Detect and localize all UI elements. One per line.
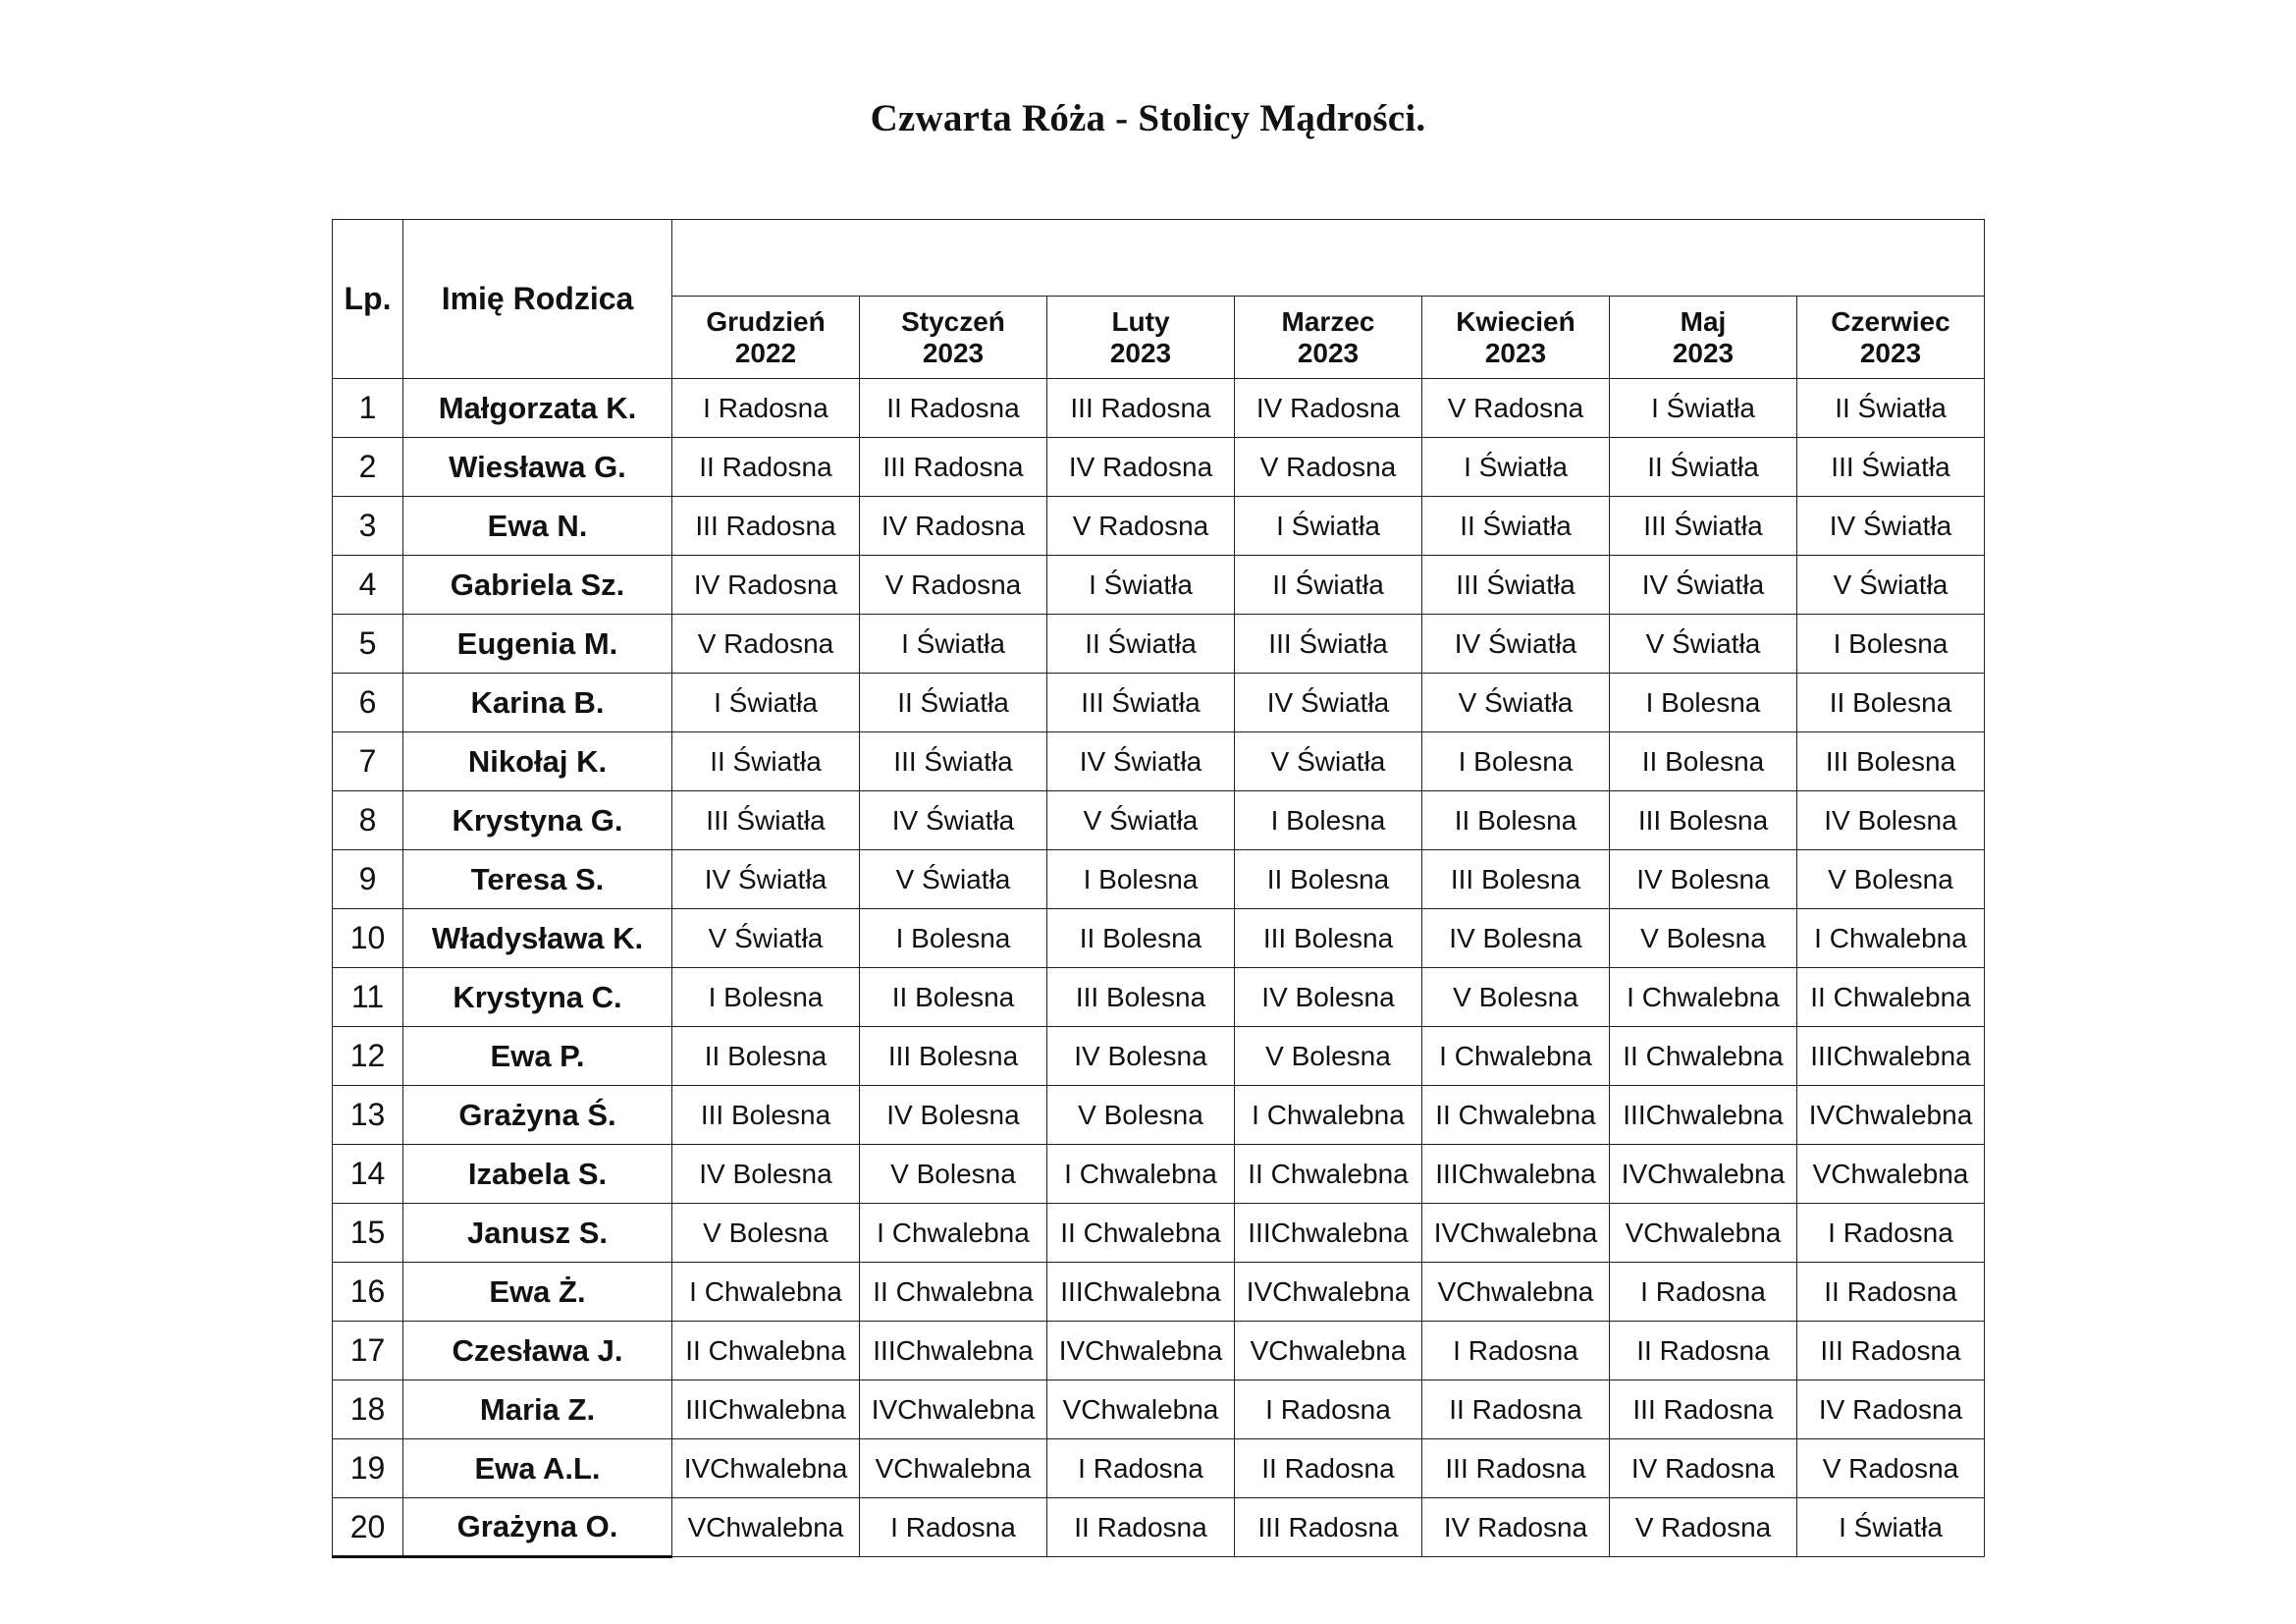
mystery-cell: IVChwalebna <box>672 1439 860 1498</box>
mystery-cell: IV Światła <box>860 791 1047 850</box>
parent-name: Grażyna O. <box>403 1498 672 1557</box>
parent-name: Ewa P. <box>403 1027 672 1086</box>
month-header <box>1610 297 1797 379</box>
page-title: Czwarta Róża - Stolicy Mądrości. <box>870 97 1426 139</box>
mystery-cell: III Światła <box>672 791 860 850</box>
month-year: 2023 <box>1297 337 1360 368</box>
mystery-cell: V Bolesna <box>1422 968 1610 1027</box>
mystery-cell: V Światła <box>1235 732 1422 791</box>
mystery-cell: IIIChwalebna <box>1797 1027 1985 1086</box>
parent-name: Krystyna G. <box>403 791 672 850</box>
mystery-cell: IVChwalebna <box>1235 1263 1422 1322</box>
table-row <box>333 497 1985 556</box>
mystery-cell: IVChwalebna <box>1797 1086 1985 1145</box>
mystery-cell: I Radosna <box>672 379 860 438</box>
mystery-cell: III Światła <box>1797 438 1985 497</box>
mystery-cell: I Radosna <box>1422 1322 1610 1380</box>
month-header <box>672 297 860 379</box>
mystery-cell: II Światła <box>672 732 860 791</box>
mystery-cell: II Bolesna <box>860 968 1047 1027</box>
mystery-cell: IV Bolesna <box>1422 909 1610 968</box>
mystery-cell: I Radosna <box>1047 1439 1235 1498</box>
table-body <box>333 379 1985 1557</box>
mystery-cell: IV Bolesna <box>860 1086 1047 1145</box>
table-header <box>333 220 1985 379</box>
mystery-cell: I Radosna <box>1610 1263 1797 1322</box>
mystery-cell: I Bolesna <box>1610 674 1797 732</box>
mystery-cell: IV Światła <box>1797 497 1985 556</box>
mystery-cell: V Bolesna <box>860 1145 1047 1204</box>
mystery-cell: IV Światła <box>1047 732 1235 791</box>
table-row <box>333 1322 1985 1380</box>
mystery-cell: IV Bolesna <box>1610 850 1797 909</box>
row-number: 11 <box>333 968 403 1027</box>
mystery-cell: II Światła <box>1610 438 1797 497</box>
parent-name: Izabela S. <box>403 1145 672 1204</box>
mystery-cell: I Światła <box>1610 379 1797 438</box>
month-year: 2023 <box>1672 337 1735 368</box>
mystery-cell: V Światła <box>860 850 1047 909</box>
mystery-cell: III Światła <box>860 732 1047 791</box>
mystery-cell: IIIChwalebna <box>1422 1145 1610 1204</box>
table-row <box>333 1027 1985 1086</box>
mystery-cell: IIIChwalebna <box>1047 1263 1235 1322</box>
table-row <box>333 438 1985 497</box>
mystery-cell: IV Radosna <box>1797 1380 1985 1439</box>
row-number: 10 <box>333 909 403 968</box>
mystery-cell: III Radosna <box>860 438 1047 497</box>
mystery-cell: I Chwalebna <box>1797 909 1985 968</box>
mystery-cell: III Radosna <box>1235 1498 1422 1557</box>
mystery-cell: VChwalebna <box>1797 1145 1985 1204</box>
mystery-cell: III Światła <box>1610 497 1797 556</box>
mystery-cell: IVChwalebna <box>1610 1145 1797 1204</box>
mystery-cell: III Bolesna <box>1422 850 1610 909</box>
parent-name: Janusz S. <box>403 1204 672 1263</box>
mystery-cell: IVChwalebna <box>1422 1204 1610 1263</box>
mystery-cell: V Radosna <box>1235 438 1422 497</box>
mystery-cell: V Bolesna <box>672 1204 860 1263</box>
row-number: 17 <box>333 1322 403 1380</box>
mystery-cell: II Bolesna <box>1047 909 1235 968</box>
month-header <box>1047 297 1235 379</box>
mystery-cell: V Bolesna <box>1797 850 1985 909</box>
parent-name: Krystyna C. <box>403 968 672 1027</box>
mystery-cell: I Światła <box>672 674 860 732</box>
month-header <box>1235 297 1422 379</box>
mystery-cell: V Radosna <box>1797 1439 1985 1498</box>
mystery-cell: III Radosna <box>672 497 860 556</box>
mystery-cell: IV Radosna <box>1047 438 1235 497</box>
mystery-cell: V Bolesna <box>1610 909 1797 968</box>
month-year: 2023 <box>1859 337 1922 368</box>
mystery-cell: II Radosna <box>1797 1263 1985 1322</box>
mystery-cell: I Chwalebna <box>1610 968 1797 1027</box>
mystery-cell: II Światła <box>1797 379 1985 438</box>
mystery-cell: III Bolesna <box>1610 791 1797 850</box>
mystery-cell: IIIChwalebna <box>1610 1086 1797 1145</box>
mystery-cell: III Bolesna <box>1797 732 1985 791</box>
parent-name: Czesława J. <box>403 1322 672 1380</box>
parent-name: Grażyna Ś. <box>403 1086 672 1145</box>
mystery-cell: I Bolesna <box>860 909 1047 968</box>
mystery-cell: II Radosna <box>860 379 1047 438</box>
table-row <box>333 909 1985 968</box>
mystery-cell: II Chwalebna <box>672 1322 860 1380</box>
table-row <box>333 732 1985 791</box>
mystery-cell: IV Bolesna <box>1235 968 1422 1027</box>
row-number: 20 <box>333 1498 403 1557</box>
table-row <box>333 1439 1985 1498</box>
row-number: 15 <box>333 1204 403 1263</box>
mystery-cell: IV Bolesna <box>1047 1027 1235 1086</box>
mystery-cell: V Światła <box>1047 791 1235 850</box>
mystery-cell: V Światła <box>1610 615 1797 674</box>
parent-name: Eugenia M. <box>403 615 672 674</box>
mystery-cell: I Radosna <box>1797 1204 1985 1263</box>
mystery-cell: IV Radosna <box>860 497 1047 556</box>
parent-name: Ewa N. <box>403 497 672 556</box>
mystery-cell: II Bolesna <box>672 1027 860 1086</box>
table-row <box>333 850 1985 909</box>
mystery-cell: IIIChwalebna <box>672 1380 860 1439</box>
mystery-cell: I Chwalebna <box>1235 1086 1422 1145</box>
row-number: 7 <box>333 732 403 791</box>
mystery-cell: IVChwalebna <box>1047 1322 1235 1380</box>
mystery-cell: I Radosna <box>1235 1380 1422 1439</box>
mystery-cell: V Światła <box>1422 674 1610 732</box>
mystery-cell: V Radosna <box>672 615 860 674</box>
mystery-cell: IV Radosna <box>672 556 860 615</box>
table-row <box>333 1204 1985 1263</box>
mystery-cell: II Radosna <box>1235 1439 1422 1498</box>
parent-name: Maria Z. <box>403 1380 672 1439</box>
mystery-cell: II Chwalebna <box>860 1263 1047 1322</box>
mystery-cell: III Bolesna <box>672 1086 860 1145</box>
table-row <box>333 1145 1985 1204</box>
mystery-cell: I Bolesna <box>672 968 860 1027</box>
mystery-cell: II Bolesna <box>1797 674 1985 732</box>
mystery-cell: I Światła <box>1047 556 1235 615</box>
mystery-cell: V Światła <box>1797 556 1985 615</box>
parent-name: Teresa S. <box>403 850 672 909</box>
mystery-cell: III Radosna <box>1797 1322 1985 1380</box>
mystery-cell: IV Radosna <box>1422 1498 1610 1557</box>
month-year: 2023 <box>1109 337 1172 368</box>
row-number: 12 <box>333 1027 403 1086</box>
parent-name: Nikołaj K. <box>403 732 672 791</box>
mystery-cell: II Bolesna <box>1422 791 1610 850</box>
mystery-cell: III Radosna <box>1610 1380 1797 1439</box>
header-lp: Lp. <box>333 220 403 379</box>
parent-name: Karina B. <box>403 674 672 732</box>
mystery-cell: III Światła <box>1422 556 1610 615</box>
table-row <box>333 556 1985 615</box>
mystery-cell: III Światła <box>1235 615 1422 674</box>
mystery-cell: VChwalebna <box>1047 1380 1235 1439</box>
mystery-cell: II Światła <box>860 674 1047 732</box>
mystery-cell: I Radosna <box>860 1498 1047 1557</box>
mystery-cell: VChwalebna <box>672 1498 860 1557</box>
mystery-cell: VChwalebna <box>1422 1263 1610 1322</box>
parent-name: Ewa A.L. <box>403 1439 672 1498</box>
schedule-table <box>332 219 1985 1558</box>
mystery-cell: II Chwalebna <box>1422 1086 1610 1145</box>
row-number: 9 <box>333 850 403 909</box>
mystery-cell: II Światła <box>1047 615 1235 674</box>
mystery-cell: IV Światła <box>1610 556 1797 615</box>
mystery-cell: I Bolesna <box>1797 615 1985 674</box>
mystery-cell: I Chwalebna <box>1422 1027 1610 1086</box>
mystery-cell: V Światła <box>672 909 860 968</box>
table-row <box>333 379 1985 438</box>
parent-name: Gabriela Sz. <box>403 556 672 615</box>
mystery-cell: V Radosna <box>860 556 1047 615</box>
mystery-cell: I Chwalebna <box>672 1263 860 1322</box>
mystery-cell: II Radosna <box>1610 1322 1797 1380</box>
table-row <box>333 674 1985 732</box>
mystery-cell: II Radosna <box>672 438 860 497</box>
row-number: 3 <box>333 497 403 556</box>
month-header <box>1797 297 1985 379</box>
row-number: 2 <box>333 438 403 497</box>
mystery-cell: I Światła <box>1797 1498 1985 1557</box>
table-row <box>333 791 1985 850</box>
table-row <box>333 1498 1985 1557</box>
header-top-blank <box>672 220 1985 297</box>
mystery-cell: IV Radosna <box>1610 1439 1797 1498</box>
row-number: 6 <box>333 674 403 732</box>
row-number: 19 <box>333 1439 403 1498</box>
parent-name: Władysława K. <box>403 909 672 968</box>
mystery-cell: II Światła <box>1235 556 1422 615</box>
month-year: 2023 <box>922 337 985 368</box>
month-name: Styczeń <box>901 305 1005 337</box>
month-year: 2022 <box>734 337 797 368</box>
mystery-cell: IIIChwalebna <box>860 1322 1047 1380</box>
mystery-cell: IV Radosna <box>1235 379 1422 438</box>
mystery-cell: I Światła <box>1422 438 1610 497</box>
month-header <box>860 297 1047 379</box>
row-number: 8 <box>333 791 403 850</box>
mystery-cell: IVChwalebna <box>860 1380 1047 1439</box>
table-row <box>333 1086 1985 1145</box>
month-year: 2023 <box>1484 337 1547 368</box>
month-name: Luty <box>1111 305 1170 337</box>
mystery-cell: II Radosna <box>1422 1380 1610 1439</box>
mystery-cell: III Bolesna <box>1235 909 1422 968</box>
month-name: Czerwiec <box>1831 305 1950 337</box>
mystery-cell: II Chwalebna <box>1610 1027 1797 1086</box>
mystery-cell: I Bolesna <box>1047 850 1235 909</box>
month-name: Grudzień <box>706 305 826 337</box>
table-row <box>333 968 1985 1027</box>
mystery-cell: I Bolesna <box>1422 732 1610 791</box>
parent-name: Wiesława G. <box>403 438 672 497</box>
mystery-cell: V Bolesna <box>1235 1027 1422 1086</box>
mystery-cell: IV Światła <box>672 850 860 909</box>
mystery-cell: IV Światła <box>1235 674 1422 732</box>
mystery-cell: I Chwalebna <box>860 1204 1047 1263</box>
mystery-cell: II Radosna <box>1047 1498 1235 1557</box>
row-number: 16 <box>333 1263 403 1322</box>
mystery-cell: I Chwalebna <box>1047 1145 1235 1204</box>
month-name: Maj <box>1680 305 1727 337</box>
mystery-cell: IV Bolesna <box>1797 791 1985 850</box>
mystery-cell: III Radosna <box>1422 1439 1610 1498</box>
mystery-cell: VChwalebna <box>860 1439 1047 1498</box>
mystery-cell: II Bolesna <box>1235 850 1422 909</box>
mystery-cell: II Bolesna <box>1610 732 1797 791</box>
mystery-cell: I Bolesna <box>1235 791 1422 850</box>
row-number: 14 <box>333 1145 403 1204</box>
mystery-cell: III Radosna <box>1047 379 1235 438</box>
mystery-cell: V Radosna <box>1047 497 1235 556</box>
mystery-cell: II Chwalebna <box>1047 1204 1235 1263</box>
parent-name: Małgorzata K. <box>403 379 672 438</box>
parent-name: Ewa Ż. <box>403 1263 672 1322</box>
mystery-cell: IIIChwalebna <box>1235 1204 1422 1263</box>
row-number: 1 <box>333 379 403 438</box>
month-name: Marzec <box>1281 305 1375 337</box>
table-row <box>333 1263 1985 1322</box>
mystery-cell: III Bolesna <box>860 1027 1047 1086</box>
mystery-cell: II Chwalebna <box>1797 968 1985 1027</box>
mystery-cell: IV Bolesna <box>672 1145 860 1204</box>
mystery-cell: V Bolesna <box>1047 1086 1235 1145</box>
mystery-cell: II Chwalebna <box>1235 1145 1422 1204</box>
table-row <box>333 1380 1985 1439</box>
mystery-cell: I Światła <box>1235 497 1422 556</box>
mystery-cell: VChwalebna <box>1610 1204 1797 1263</box>
mystery-cell: I Światła <box>860 615 1047 674</box>
row-number: 18 <box>333 1380 403 1439</box>
month-name: Kwiecień <box>1456 305 1575 337</box>
mystery-cell: III Bolesna <box>1047 968 1235 1027</box>
mystery-cell: II Światła <box>1422 497 1610 556</box>
header-name: Imię Rodzica <box>403 220 672 379</box>
month-header <box>1422 297 1610 379</box>
table-row <box>333 615 1985 674</box>
mystery-cell: V Radosna <box>1422 379 1610 438</box>
mystery-cell: IV Światła <box>1422 615 1610 674</box>
row-number: 4 <box>333 556 403 615</box>
row-number: 13 <box>333 1086 403 1145</box>
mystery-cell: V Radosna <box>1610 1498 1797 1557</box>
mystery-cell: VChwalebna <box>1235 1322 1422 1380</box>
row-number: 5 <box>333 615 403 674</box>
mystery-cell: III Światła <box>1047 674 1235 732</box>
